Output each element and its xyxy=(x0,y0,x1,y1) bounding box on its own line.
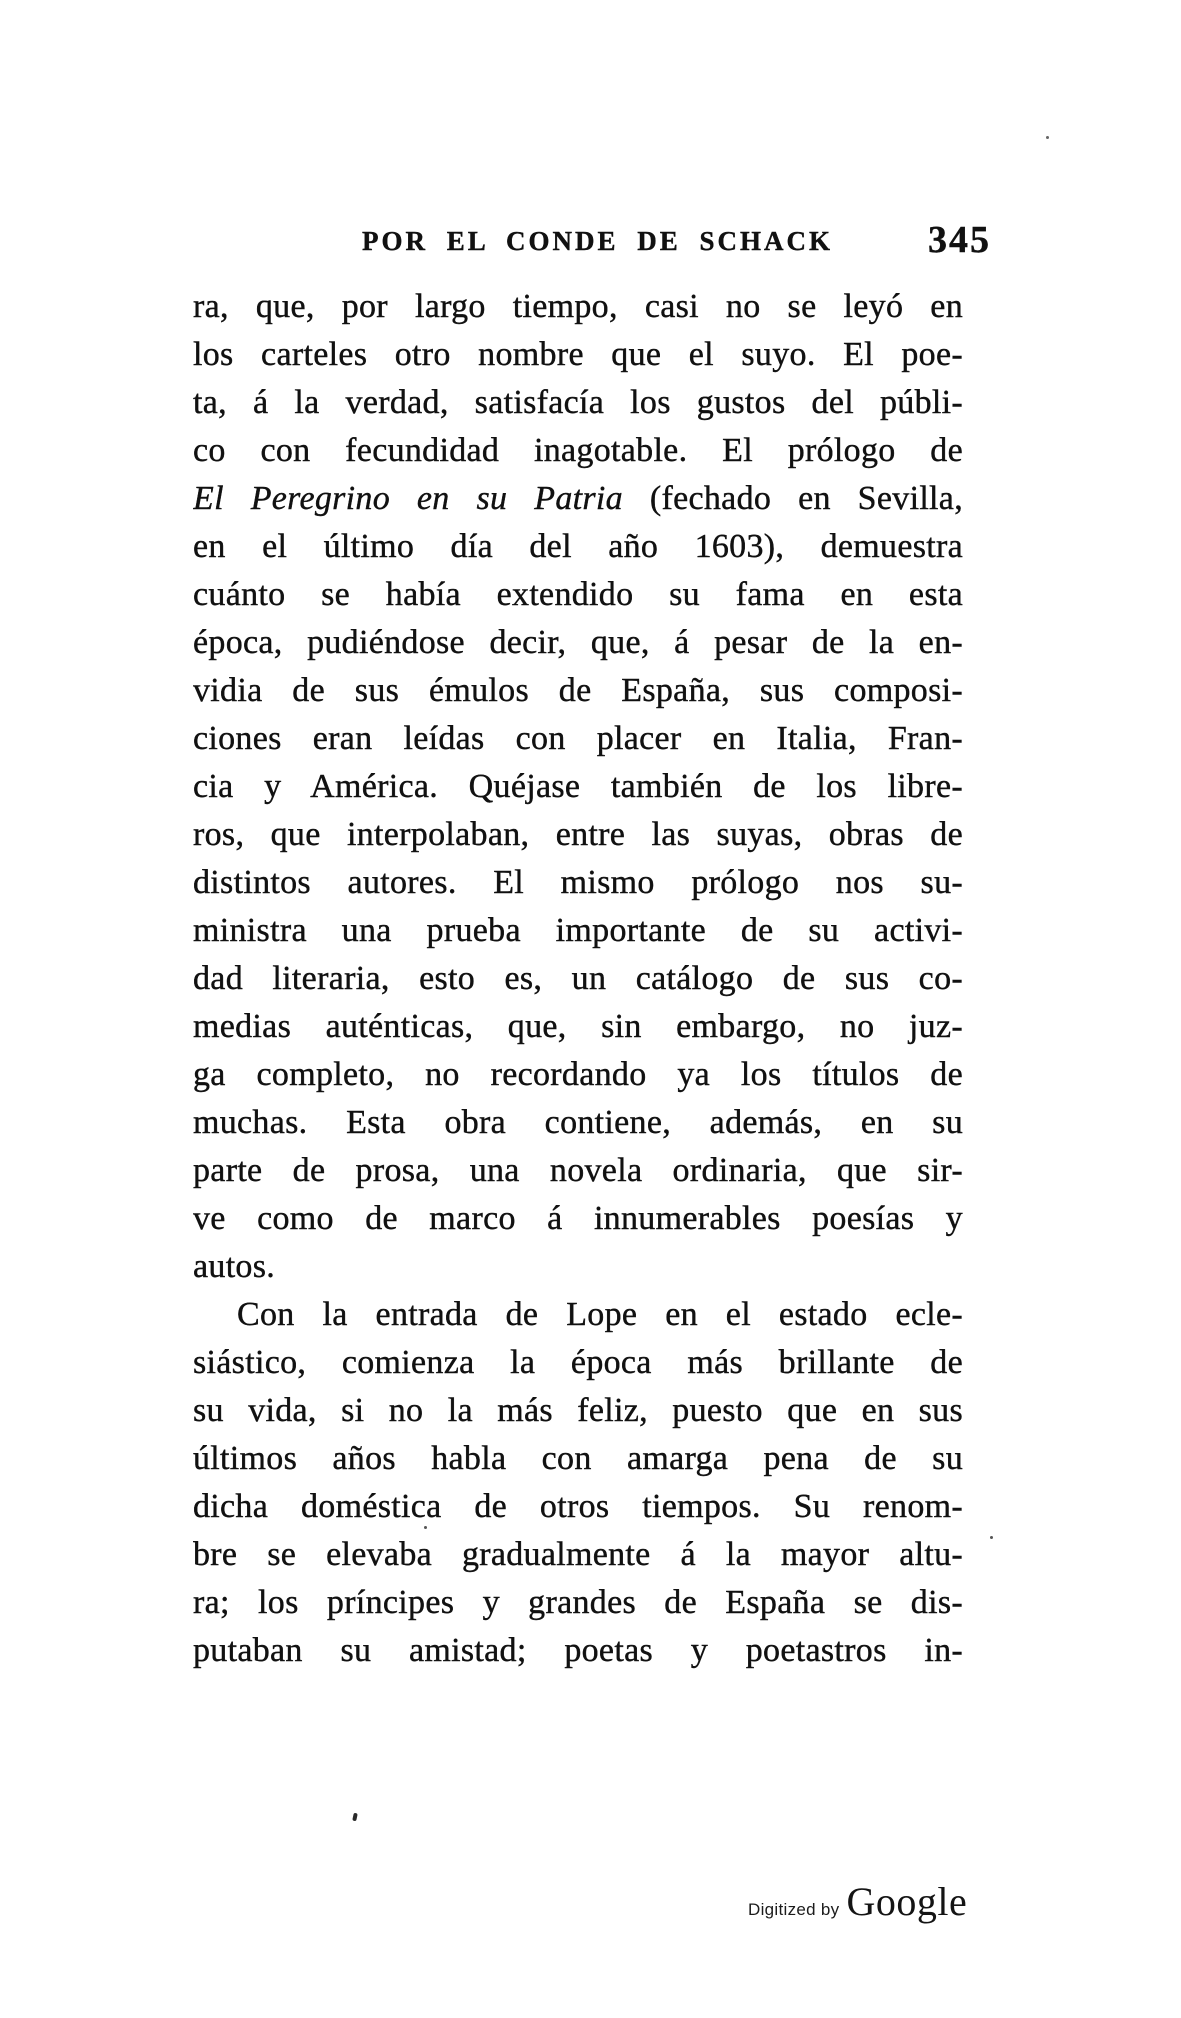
line-text: ra, que, por largo tiempo, casi no se leyó en xyxy=(193,288,963,325)
text-line xyxy=(193,859,963,907)
page-number: 345 xyxy=(928,219,991,261)
line-text: ta, á la verdad, satisfacía los gustos del públi- xyxy=(193,384,963,421)
paragraph-end-line xyxy=(193,1243,963,1291)
scan-speck xyxy=(990,1536,993,1539)
running-title: POR EL CONDE DE SCHACK xyxy=(362,226,834,256)
text-line xyxy=(193,667,963,715)
text-line xyxy=(193,1195,963,1243)
text-line xyxy=(193,907,963,955)
scan-speck xyxy=(424,1526,427,1529)
line-text: ciones eran leídas con placer en Italia, Fran- xyxy=(193,720,963,757)
text-line xyxy=(193,1003,963,1051)
text-line xyxy=(193,1147,963,1195)
text-line xyxy=(193,811,963,859)
scan-speck xyxy=(1046,136,1049,139)
line-text: parte de prosa, una novela ordinaria, que sir- xyxy=(193,1152,963,1189)
text-line xyxy=(193,523,963,571)
line-text: (fechado en Sevilla, xyxy=(622,480,963,517)
line-text: ra; los príncipes y grandes de España se dis- xyxy=(193,1584,963,1621)
line-text: dad literaria, esto es, un catálogo de sus co- xyxy=(193,960,963,997)
text-line xyxy=(193,427,963,475)
digitized-by-label: Digitized by xyxy=(748,1900,840,1919)
text-column xyxy=(193,283,963,1675)
google-logo: Google xyxy=(846,1879,968,1924)
text-line xyxy=(193,1579,963,1627)
line-text: en el último día del año 1603), demuestra xyxy=(193,528,963,565)
line-text: distintos autores. El mismo prólogo nos su- xyxy=(193,864,963,901)
text-line xyxy=(193,715,963,763)
text-line xyxy=(193,331,963,379)
text-line xyxy=(193,379,963,427)
text-line xyxy=(193,1339,963,1387)
line-text: putaban su amistad; poetas y poetastros in- xyxy=(193,1632,963,1669)
text-line xyxy=(193,1099,963,1147)
line-text: ve como de marco á innumerables poesías y xyxy=(193,1200,963,1237)
line-text: medias auténticas, que, sin embargo, no juz- xyxy=(193,1008,963,1045)
line-text: dicha doméstica de otros tiempos. Su renom- xyxy=(193,1488,963,1525)
line-text: época, pudiéndose decir, que, á pesar de la en- xyxy=(193,624,963,661)
line-text: ros, que interpolaban, entre las suyas, obras de xyxy=(193,816,963,853)
text-line xyxy=(193,1051,963,1099)
line-text: ministra una prueba importante de su activi- xyxy=(193,912,963,949)
line-text: siástico, comienza la época más brillante de xyxy=(193,1344,963,1381)
text-line xyxy=(193,283,963,331)
line-text: co con fecundidad inagotable. El prólogo de xyxy=(193,432,963,469)
paragraph-start-line xyxy=(193,1291,963,1339)
digitization-stamp xyxy=(748,1878,967,1925)
line-text: su vida, si no la más feliz, puesto que en sus xyxy=(193,1392,963,1429)
text-line xyxy=(193,571,963,619)
book-title-line xyxy=(193,475,963,523)
line-text: los carteles otro nombre que el suyo. El poe- xyxy=(193,336,963,373)
text-line xyxy=(193,1483,963,1531)
line-text: Con la entrada de Lope en el estado ecle- xyxy=(237,1296,963,1333)
text-line xyxy=(193,1531,963,1579)
text-line xyxy=(193,1387,963,1435)
text-line xyxy=(193,955,963,1003)
line-text: bre se elevaba gradualmente á la mayor altu- xyxy=(193,1536,963,1573)
italic-book-title: El Peregrino en su Patria xyxy=(193,480,623,517)
text-line xyxy=(193,1627,963,1675)
line-text: últimos años habla con amarga pena de su xyxy=(193,1440,963,1477)
text-line xyxy=(193,619,963,667)
scan-speck xyxy=(352,1813,358,1822)
line-text: vidia de sus émulos de España, sus composi- xyxy=(193,672,963,709)
line-text: ga completo, no recordando ya los títulos de xyxy=(193,1056,963,1093)
line-text: cuánto se había extendido su fama en esta xyxy=(193,576,963,613)
text-line xyxy=(193,1435,963,1483)
line-text: autos. xyxy=(193,1248,276,1285)
line-text: muchas. Esta obra contiene, además, en su xyxy=(193,1104,963,1141)
line-text: cia y América. Quéjase también de los libre- xyxy=(193,768,963,805)
text-line xyxy=(193,763,963,811)
